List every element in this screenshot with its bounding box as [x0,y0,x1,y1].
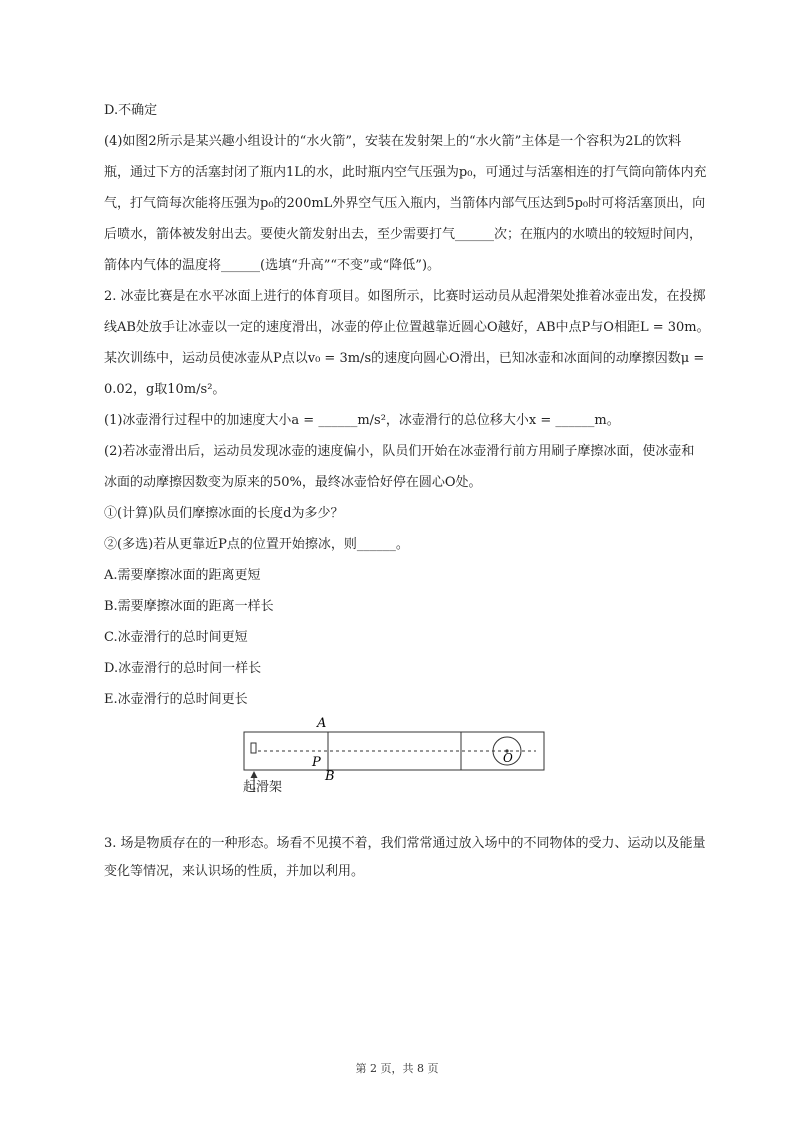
option-d-uncertain: D.不确定 [104,103,158,118]
label-b: B [325,769,335,784]
figure-caption-launch-rack: 起滑架 [243,780,283,795]
question-text-line: (4)如图2所示是某兴趣小组设计的“水火箭”，安装在发射架上的“水火箭”主体是一个容积为2L的饮料 [104,134,682,149]
option-d: D.冰壶滑行的总时间一样长 [104,661,262,676]
sub-question-2-part-1: ①(计算)队员们摩擦冰面的长度d为多少？ [104,506,344,521]
question-2-text-line: 2. 冰壶比赛是在水平冰面上进行的体育项目。如图所示，比赛时运动员从起滑架处推着冰壶出发，在投掷 [104,289,706,304]
question-text-line: 瓶，通过下方的活塞封闭了瓶内1L的水，此时瓶内空气压强为p₀，可通过与活塞相连的打气筒向箭体内充 [104,165,707,180]
curling-rink-figure [236,710,556,802]
option-e: E.冰壶滑行的总时间更长 [104,692,248,707]
option-b: B.需要摩擦冰面的距离一样长 [104,599,274,614]
question-3-text-line: 变化等情况，来认识场的性质，并加以利用。 [104,864,365,879]
pointer-arrow-head [251,771,258,778]
launch-rack-block [251,743,256,753]
option-a: A.需要摩擦冰面的距离更短 [104,568,261,583]
question-text-line: 气，打气筒每次能将压强为p₀的200mL外界空气压入瓶内，当箭体内部气压达到5p₀时可将活塞顶出，向 [104,196,706,211]
option-c: C.冰壶滑行的总时间更短 [104,630,248,645]
question-2-text-line: 线AB处放手让冰壶以一定的速度滑出，冰壶的停止位置越靠近圆心O越好，AB中点P与O相距L = 30m。 [104,320,710,335]
sub-question-2: 冰面的动摩擦因数变为原来的50%，最终冰壶恰好停在圆心O处。 [104,475,482,490]
question-2-text-line: 某次训练中，运动员使冰壶从P点以v₀ = 3m/s的速度向圆心O滑出，已知冰壶和冰面间的动摩擦因数μ = [104,351,705,366]
label-o: O [503,751,513,765]
sub-question-2: (2)若冰壶滑出后，运动员发现冰壶的速度偏小，队员们开始在冰壶滑行前方用刷子摩擦冰面，使冰壶和 [104,444,695,459]
label-a: A [317,716,327,731]
label-p: P [312,755,321,770]
question-2-text-line: 0.02，g取10m/s²。 [104,382,226,397]
sub-question-2-part-2: ②(多选)若从更靠近P点的位置开始擦冰，则______。 [104,537,409,552]
page-footer: 第 2 页，共 8 页 [355,1062,439,1075]
sub-question-1: (1)冰壶滑行过程中的加速度大小a = ______m/s²，冰壶滑行的总位移大小x = ______m。 [104,413,620,428]
question-3-text-line: 3. 场是物质存在的一种形态。场看不见摸不着，我们常常通过放入场中的不同物体的受力、运动以及能量 [104,836,706,851]
question-text-line: 后喷水，箭体被发射出去。要使火箭发射出去，至少需要打气______次；在瓶内的水喷出的较短时间内， [104,227,703,242]
question-text-line: 箭体内气体的温度将______(选填“升高”“不变”或“降低”)。 [104,258,441,273]
